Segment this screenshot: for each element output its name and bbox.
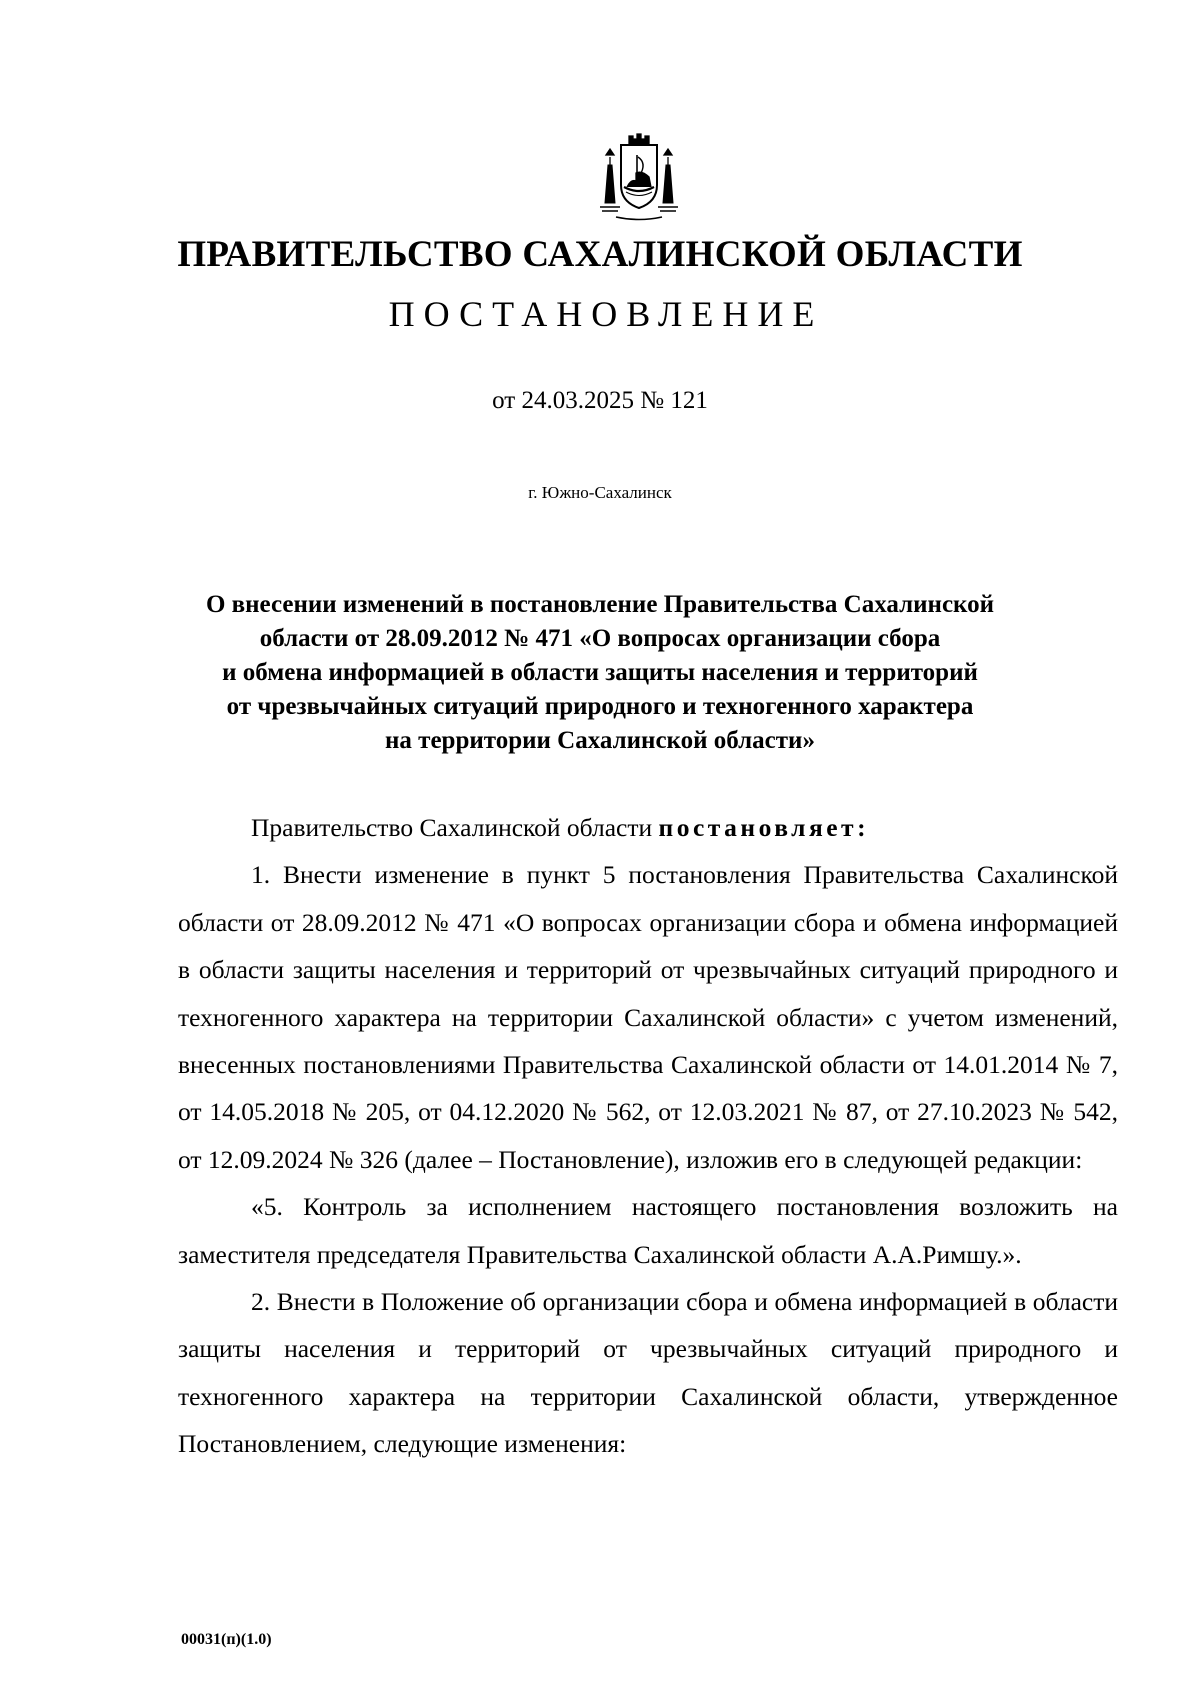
subject-line: О внесении изменений в постановление Правительства Сахалинской (205, 591, 995, 618)
subject-line: от чрезвычайных ситуаций природного и техногенного характера (226, 693, 974, 720)
preamble-text: Правительство Сахалинской области (251, 813, 659, 842)
form-code: 00031(п)(1.0) (181, 1631, 272, 1648)
coat-of-arms-icon (596, 125, 682, 225)
government-name: ПРАВИТЕЛЬСТВО САХАЛИНСКОЙ ОБЛАСТИ (177, 234, 1023, 275)
document-city: г. Южно-Сахалинск (528, 483, 672, 502)
body-paragraph: 1. Внести изменение в пункт 5 постановления Правительства Сахалинской области от 28.09.2012 № 471 «О вопросах организации сбора и обмена информацией в области защиты населения и территорий от чрезвычайных ситуаций природного и техногенного характера на территории Сахалинской области» с учетом изменений, внесенных постановлениями Правительства Сахалинской области от 14.01.2014 № 7, от 14.05.2018 № 205, от 04.12.2020 № 562, от 12.03.2021 № 87, от 27.10.2023 № 542, от 12.09.2024 № 326 (далее – Постановление), изложив его в следующей редакции: (178, 860, 1118, 1174)
document-body (178, 804, 1118, 1468)
document-subject (150, 588, 1050, 758)
document-date-number: от 24.03.2025 № 121 (492, 387, 708, 414)
decree-word: постановляет: (658, 813, 870, 842)
document-type: ПОСТАНОВЛЕНИЕ (388, 294, 824, 334)
subject-line: и обмена информацией в области защиты населения и территорий (222, 659, 978, 686)
body-paragraph: «5. Контроль за исполнением настоящего постановления возложить на заместителя председателя Правительства Сахалинской области А.А.Римшу.». (178, 1192, 1118, 1269)
subject-line: на территории Сахалинской области» (385, 727, 815, 754)
preamble (178, 804, 1118, 851)
subject-line: области от 28.09.2012 № 471 «О вопросах организации сбора (259, 625, 941, 652)
body-paragraph: 2. Внести в Положение об организации сбора и обмена информацией в области защиты населения и территорий от чрезвычайных ситуаций природного и техногенного характера на территории Сахалинской области, утвержденное Постановлением, следующие изменения: (178, 1287, 1118, 1459)
